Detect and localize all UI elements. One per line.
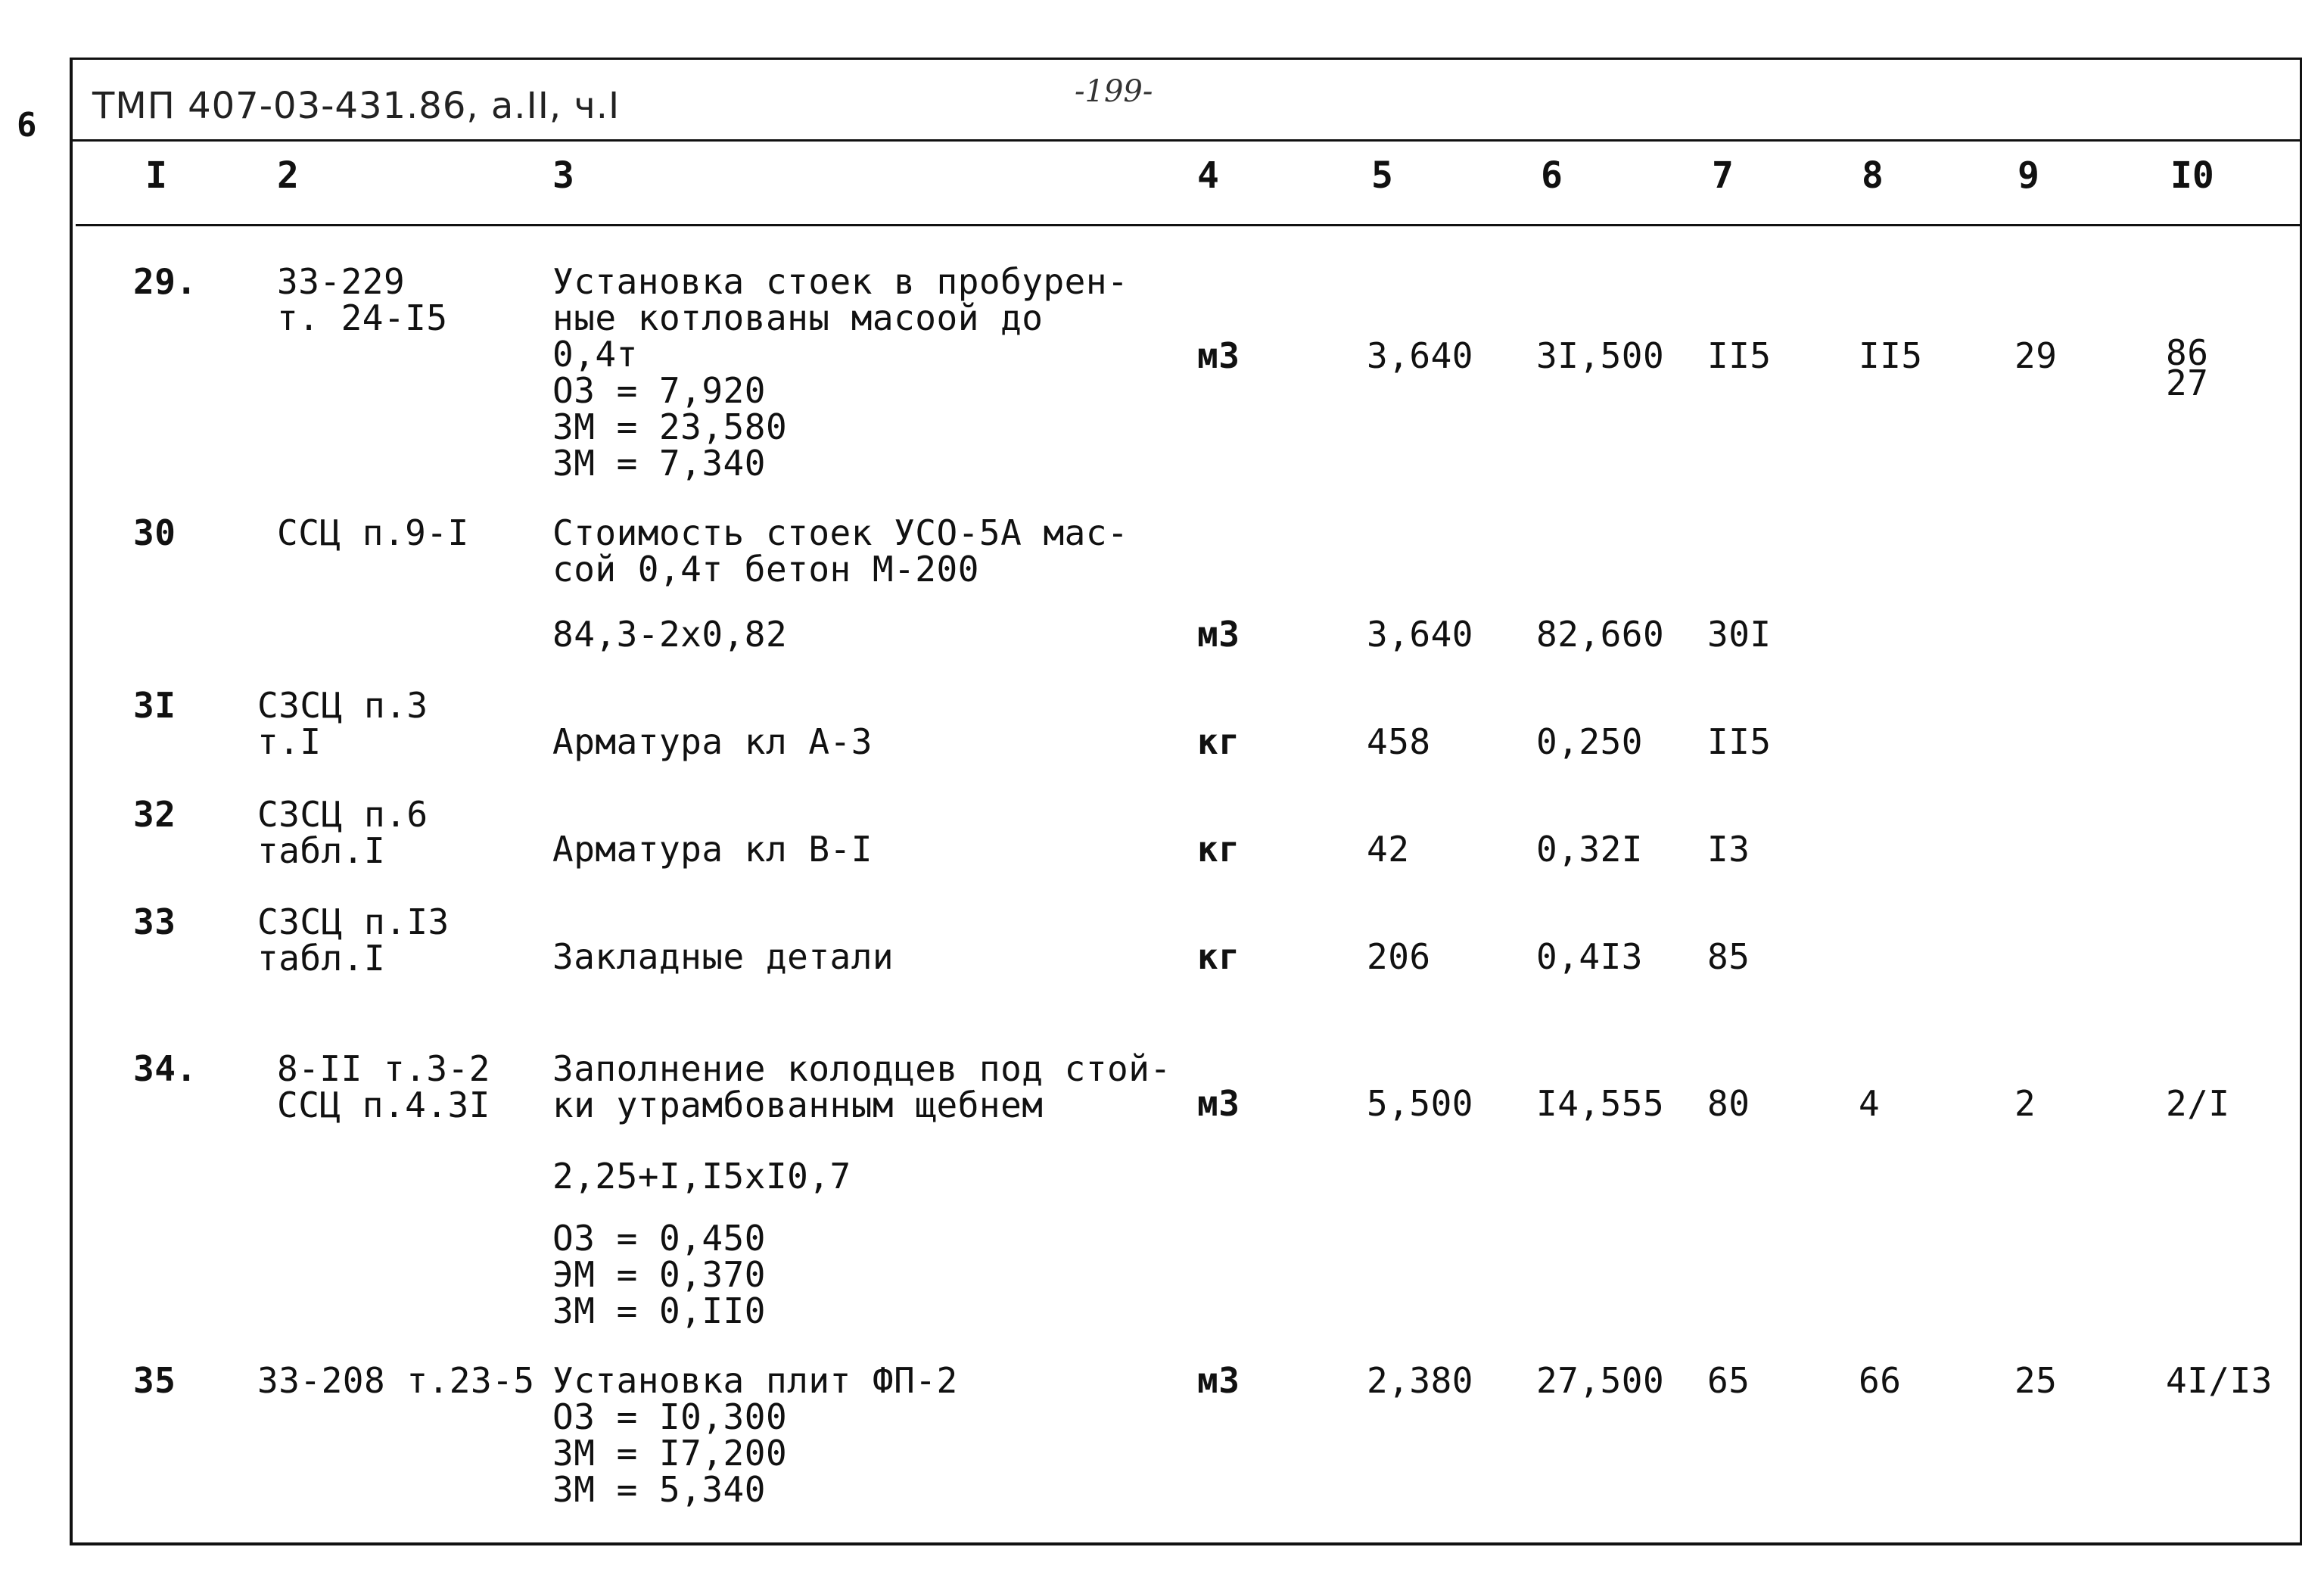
- column-header-2: 2: [277, 154, 299, 197]
- row-29-quantity: 3,640: [1367, 335, 1473, 376]
- row-35-unit: м3: [1197, 1360, 1240, 1401]
- row-34-col8: 4: [1859, 1083, 1881, 1124]
- row-32-price: 0,32I: [1536, 829, 1643, 870]
- row-34-number: 34.: [133, 1048, 198, 1089]
- side-number: 6: [17, 106, 37, 145]
- row-33-col7: 85: [1707, 936, 1750, 977]
- row-34-description: Заполнение колодцев под стой- ки утрамбованным щебнем: [552, 1048, 1171, 1125]
- row-34-code: 8-II т.3-2 ССЦ п.4.3I: [277, 1048, 490, 1125]
- row-35-number: 35: [133, 1360, 176, 1401]
- row-33-unit: кг: [1197, 936, 1240, 977]
- row-35-col8: 66: [1859, 1360, 1902, 1401]
- row-34-price: I4,555: [1536, 1083, 1665, 1124]
- row-29-col9: 29: [2014, 335, 2058, 376]
- row-29-col10: 86 27: [2166, 332, 2209, 403]
- row-34-unit: м3: [1197, 1083, 1240, 1124]
- row-30b-col7: 30I: [1707, 614, 1772, 655]
- row-32-number: 32: [133, 794, 176, 835]
- row-29-number: 29.: [133, 261, 198, 302]
- row-30b-description: 84,3-2х0,82: [552, 614, 788, 655]
- row-29-col8: II5: [1859, 335, 1923, 376]
- column-header-4: 4: [1197, 154, 1219, 197]
- row-33-description: Закладные детали: [552, 936, 894, 977]
- top-border: [70, 58, 2302, 60]
- row-31-description: Арматура кл А-3: [552, 721, 873, 762]
- column-header-7: 7: [1712, 154, 1734, 197]
- row-29-price: 3I,500: [1536, 335, 1665, 376]
- row-35-quantity: 2,380: [1367, 1360, 1473, 1401]
- row-31-unit: кг: [1197, 721, 1240, 762]
- row-34-col7: 80: [1707, 1083, 1750, 1124]
- row-33-number: 33: [133, 901, 176, 942]
- row-30b-quantity: 3,640: [1367, 614, 1473, 655]
- row-31-code: СЗСЦ п.3 т.I: [257, 685, 428, 762]
- row-32-quantity: 42: [1367, 829, 1410, 870]
- header-bottom-rule: [76, 224, 2302, 226]
- row-32-code: СЗСЦ п.6 табл.I: [257, 794, 428, 871]
- document-title: ТМП 407-03-431.86, а.II, ч.I: [92, 85, 621, 127]
- row-33-price: 0,4I3: [1536, 936, 1643, 977]
- row-33-quantity: 206: [1367, 936, 1431, 977]
- row-29-col7: II5: [1707, 335, 1772, 376]
- row-33-code: СЗСЦ п.I3 табл.I: [257, 901, 450, 979]
- row-32-unit: кг: [1197, 829, 1240, 870]
- row-34-col10: 2/I: [2166, 1083, 2230, 1124]
- row-29-description: Установка стоек в пробурен- ные котлованы масоой до 0,4т ОЗ = 7,920 ЗМ = 23,580 ЗМ = 7,340: [552, 261, 1129, 484]
- row-35-col7: 65: [1707, 1360, 1750, 1401]
- column-header-5: 5: [1371, 154, 1393, 197]
- row-31-col7: II5: [1707, 721, 1772, 762]
- row-30-description: Стоимость стоек УСО-5А мас- сой 0,4т бетон М-200: [552, 512, 1129, 590]
- row-31-price: 0,250: [1536, 721, 1643, 762]
- row-35-code: 33-208 т.23-5: [257, 1360, 535, 1401]
- column-header-8: 8: [1862, 154, 1884, 197]
- row-32-description: Арматура кл В-I: [552, 829, 873, 870]
- row-31-quantity: 458: [1367, 721, 1431, 762]
- row-35-col9: 25: [2014, 1360, 2058, 1401]
- page-number: -199-: [1075, 74, 1153, 109]
- row-35-col10: 4I/I3: [2166, 1360, 2273, 1401]
- column-header-9: 9: [2018, 154, 2039, 197]
- column-header-1: I: [145, 154, 167, 197]
- row-30-number: 30: [133, 512, 176, 553]
- row-35-description: Установка плит ФП-2 ОЗ = I0,300 ЗМ = I7,200 ЗМ = 5,340: [552, 1360, 958, 1510]
- row-29-unit: м3: [1197, 335, 1240, 376]
- row-35-price: 27,500: [1536, 1360, 1665, 1401]
- row-34-quantity: 5,500: [1367, 1083, 1473, 1124]
- row-32-col7: I3: [1707, 829, 1750, 870]
- row-34-resources: ОЗ = 0,450 ЭМ = 0,370 ЗМ = 0,II0: [552, 1218, 766, 1331]
- row-30b-price: 82,660: [1536, 614, 1665, 655]
- header-top-rule: [70, 139, 2302, 142]
- column-header-10: I0: [2170, 154, 2214, 197]
- row-31-number: 3I: [133, 685, 176, 726]
- row-34-col9: 2: [2014, 1083, 2036, 1124]
- row-34-formula: 2,25+I,I5хI0,7: [552, 1156, 851, 1197]
- column-header-3: 3: [552, 154, 574, 197]
- row-30b-unit: м3: [1197, 614, 1240, 655]
- row-29-code: 33-229 т. 24-I5: [277, 261, 448, 338]
- row-30-code: ССЦ п.9-I: [277, 512, 469, 553]
- column-header-6: 6: [1541, 154, 1563, 197]
